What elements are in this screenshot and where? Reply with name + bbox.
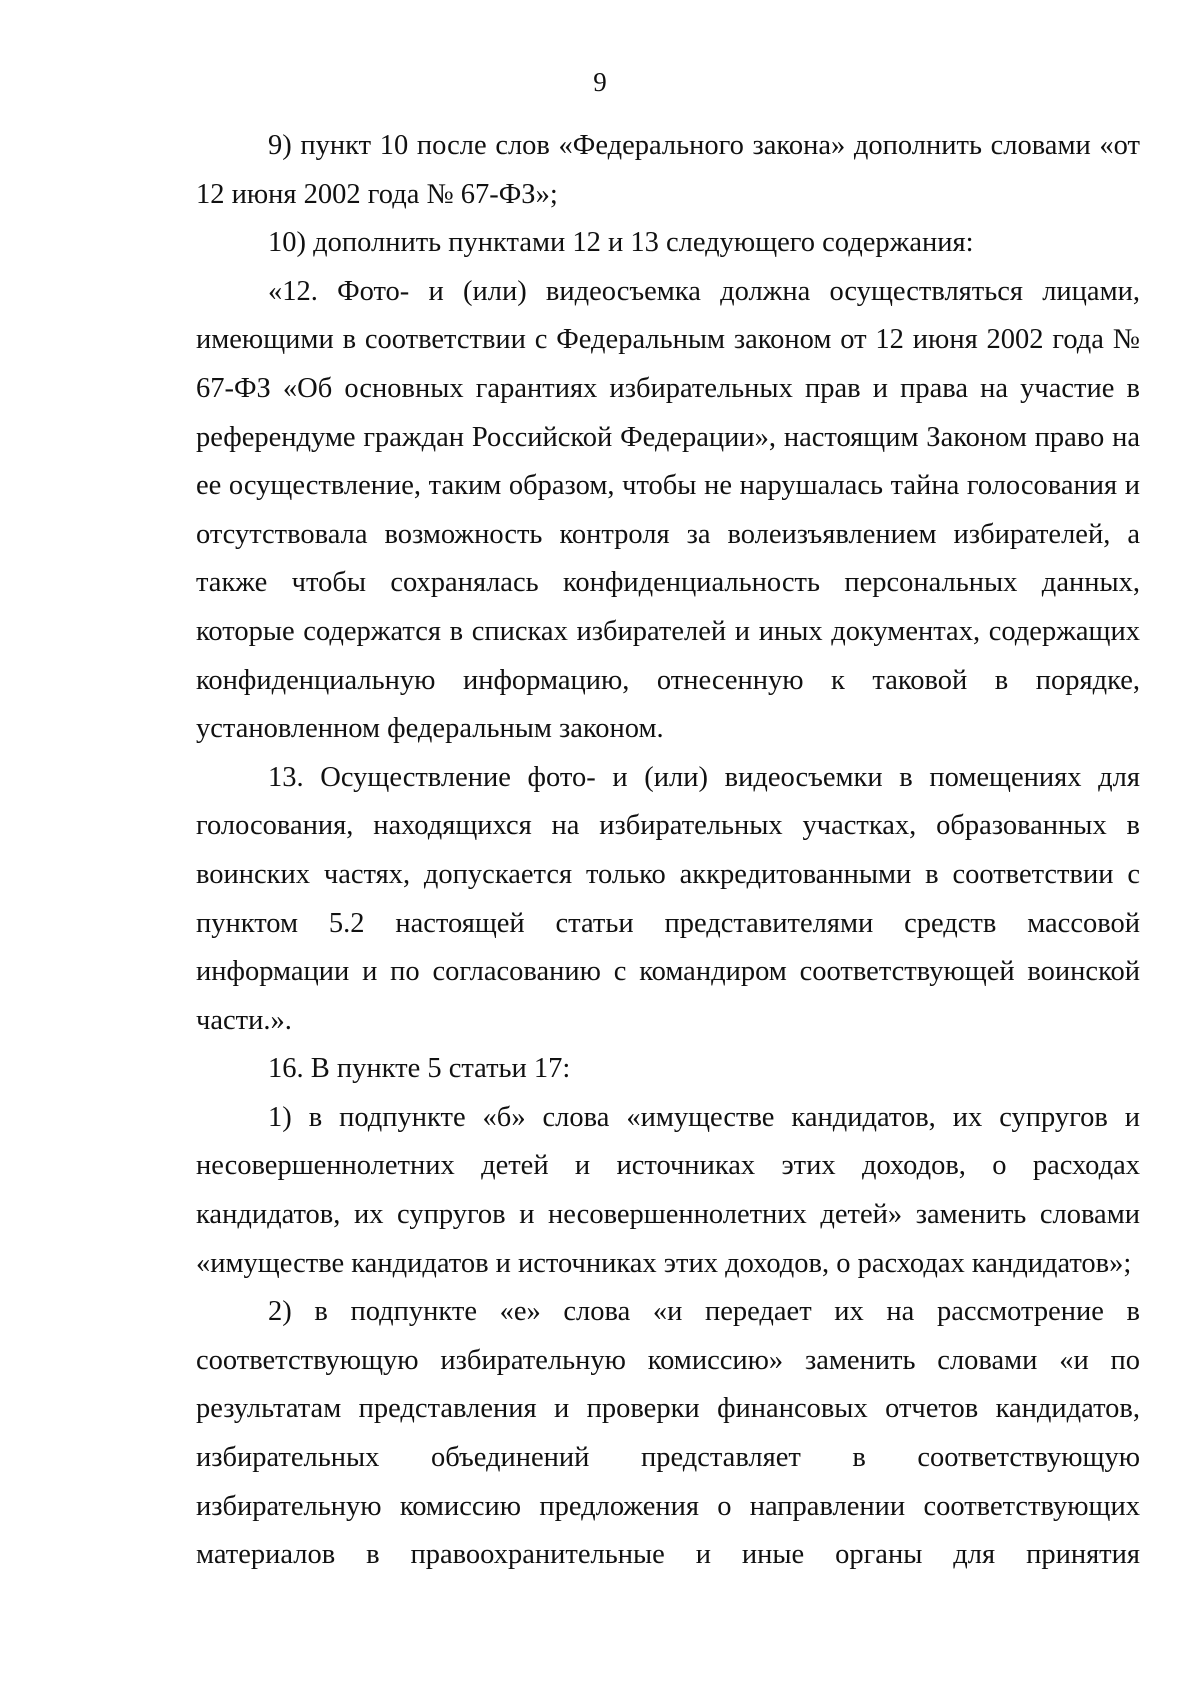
paragraph-point-12: «12. Фото- и (или) видеосъемка должна осуществляться лицами, имеющими в соответствии с Федеральным законом от 12 июня 2002 года № 67-ФЗ «Об основных гарантиях избирательных прав и права на участие в референдуме граждан Российской Федерации», настоящим Законом право на ее осуществление, таким образом, чтобы не нарушалась тайна голосования и отсутствовала возможность контроля за волеизъявлением избирателей, а также чтобы сохранялась конфиденциальность персональных данных, которые содержатся в списках избирателей и иных документах, содержащих конфиденциальную информацию, отнесенную к таковой в порядке, установленном федеральным законом. xyxy=(196,275,1140,745)
document-body xyxy=(196,122,1140,1580)
paragraph-section-16: 16. В пункте 5 статьи 17: xyxy=(268,1053,571,1085)
paragraph-subitem-2: 2) в подпункте «е» слова «и передает их на рассмотрение в соответствующую избирательную комиссию» заменить словами «и по результатам представления и проверки финансовых отчетов кандидатов, избирательных объединений представляет в соответствующую избирательную комиссию предложения о направлении соответствующих материалов в правоохранительные и иные органы для принятия xyxy=(196,1296,1140,1571)
paragraph-subitem-1: 1) в подпункте «б» слова «имуществе кандидатов, их супругов и несовершеннолетних детей и источниках этих доходов, о расходах кандидатов, их супругов и несовершеннолетних детей» заменить словами «имуществе кандидатов и источниках этих доходов, о расходах кандидатов»; xyxy=(196,1101,1140,1279)
page-number: 9 xyxy=(593,67,607,97)
paragraph-item-9: 9) пункт 10 после слов «Федерального закона» дополнить словами «от 12 июня 2002 года № 67-ФЗ»; xyxy=(196,130,1140,210)
paragraph-point-13: 13. Осуществление фото- и (или) видеосъемки в помещениях для голосования, находящихся на избирательных участках, образованных в воинских частях, допускается только аккредитованными в соответствии с пунктом 5.2 настоящей статьи представителями средств массовой информации и по согласованию с командиром соответствующей воинской части.». xyxy=(196,761,1140,1036)
paragraph-item-10: 10) дополнить пунктами 12 и 13 следующего содержания: xyxy=(268,227,974,259)
